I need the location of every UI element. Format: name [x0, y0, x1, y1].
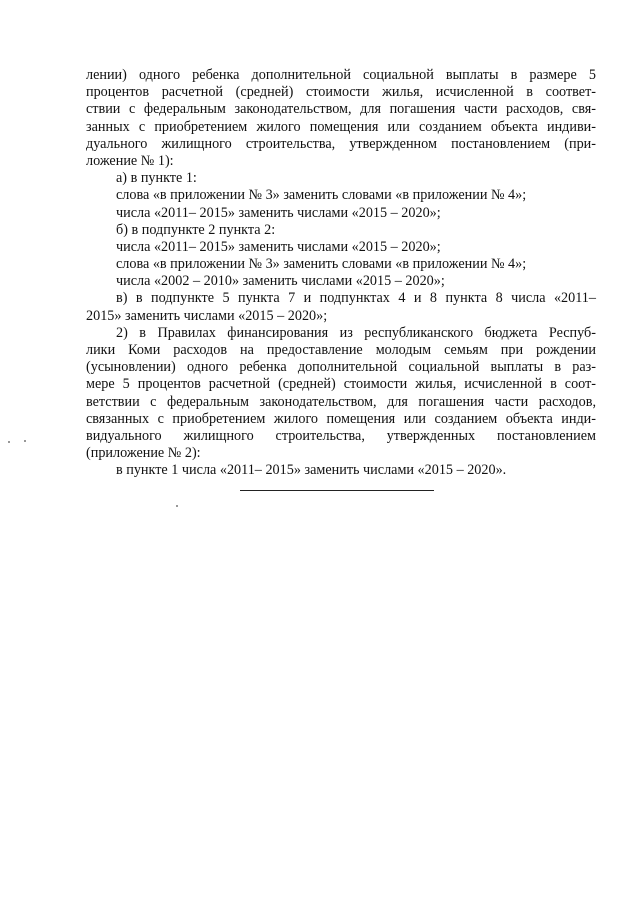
- document-line: 2015» заменить числами «2015 – 2020»;: [86, 307, 328, 324]
- document-line: дуального жилищного строительства, утвержденном постановлением (при-: [86, 135, 596, 152]
- document-line: ветствии с федеральным законодательством, для погашения части расходов,: [86, 393, 596, 410]
- document-line: (приложение № 2):: [86, 445, 201, 462]
- document-line: связанных с приобретением жилого помещения или созданием объекта инди-: [86, 410, 596, 427]
- document-line: в) в подпункте 5 пункта 7 и подпунктах 4 и 8 пункта 8 числа «2011–: [116, 290, 596, 307]
- closing-rule: [240, 490, 434, 491]
- document-line: а) в пункте 1:: [116, 170, 197, 187]
- document-line: мере 5 процентов расчетной (средней) стоимости жилья, исчисленной в соот-: [86, 376, 596, 393]
- document-line: ложение № 1):: [86, 152, 174, 169]
- scan-speck: [176, 505, 178, 507]
- scan-speck: [8, 441, 10, 443]
- document-line: числа «2011– 2015» заменить числами «2015 – 2020»;: [116, 238, 441, 255]
- document-line: в пункте 1 числа «2011– 2015» заменить числами «2015 – 2020».: [116, 462, 507, 479]
- document-line: слова «в приложении № 3» заменить словами «в приложении № 4»;: [116, 187, 527, 204]
- document-line: лении) одного ребенка дополнительной социальной выплаты в размере 5: [86, 67, 596, 83]
- document-line: процентов расчетной (средней) стоимости жилья, исчисленной в соответ-: [86, 84, 596, 101]
- document-line: числа «2011– 2015» заменить числами «2015 – 2020»;: [116, 204, 441, 221]
- document-line: слова «в приложении № 3» заменить словами «в приложении № 4»;: [116, 256, 527, 273]
- document-line: 2) в Правилах финансирования из республиканского бюджета Респуб-: [116, 324, 596, 341]
- document-line: б) в подпункте 2 пункта 2:: [116, 221, 276, 238]
- scan-speck: [24, 440, 26, 442]
- document-line: лики Коми расходов на предоставление молодым семьям при рождении: [86, 342, 596, 358]
- document-line: числа «2002 – 2010» заменить числами «2015 – 2020»;: [116, 273, 445, 290]
- document-body: [86, 67, 596, 480]
- document-line: ствии с федеральным законодательством, для погашения части расходов, свя-: [86, 101, 596, 118]
- document-line: занных с приобретением жилого помещения или созданием объекта индиви-: [86, 118, 596, 135]
- document-line: видуального жилищного строительства, утвержденных постановлением: [86, 427, 596, 444]
- document-line: (усыновлении) одного ребенка дополнительной социальной выплаты в раз-: [86, 359, 596, 376]
